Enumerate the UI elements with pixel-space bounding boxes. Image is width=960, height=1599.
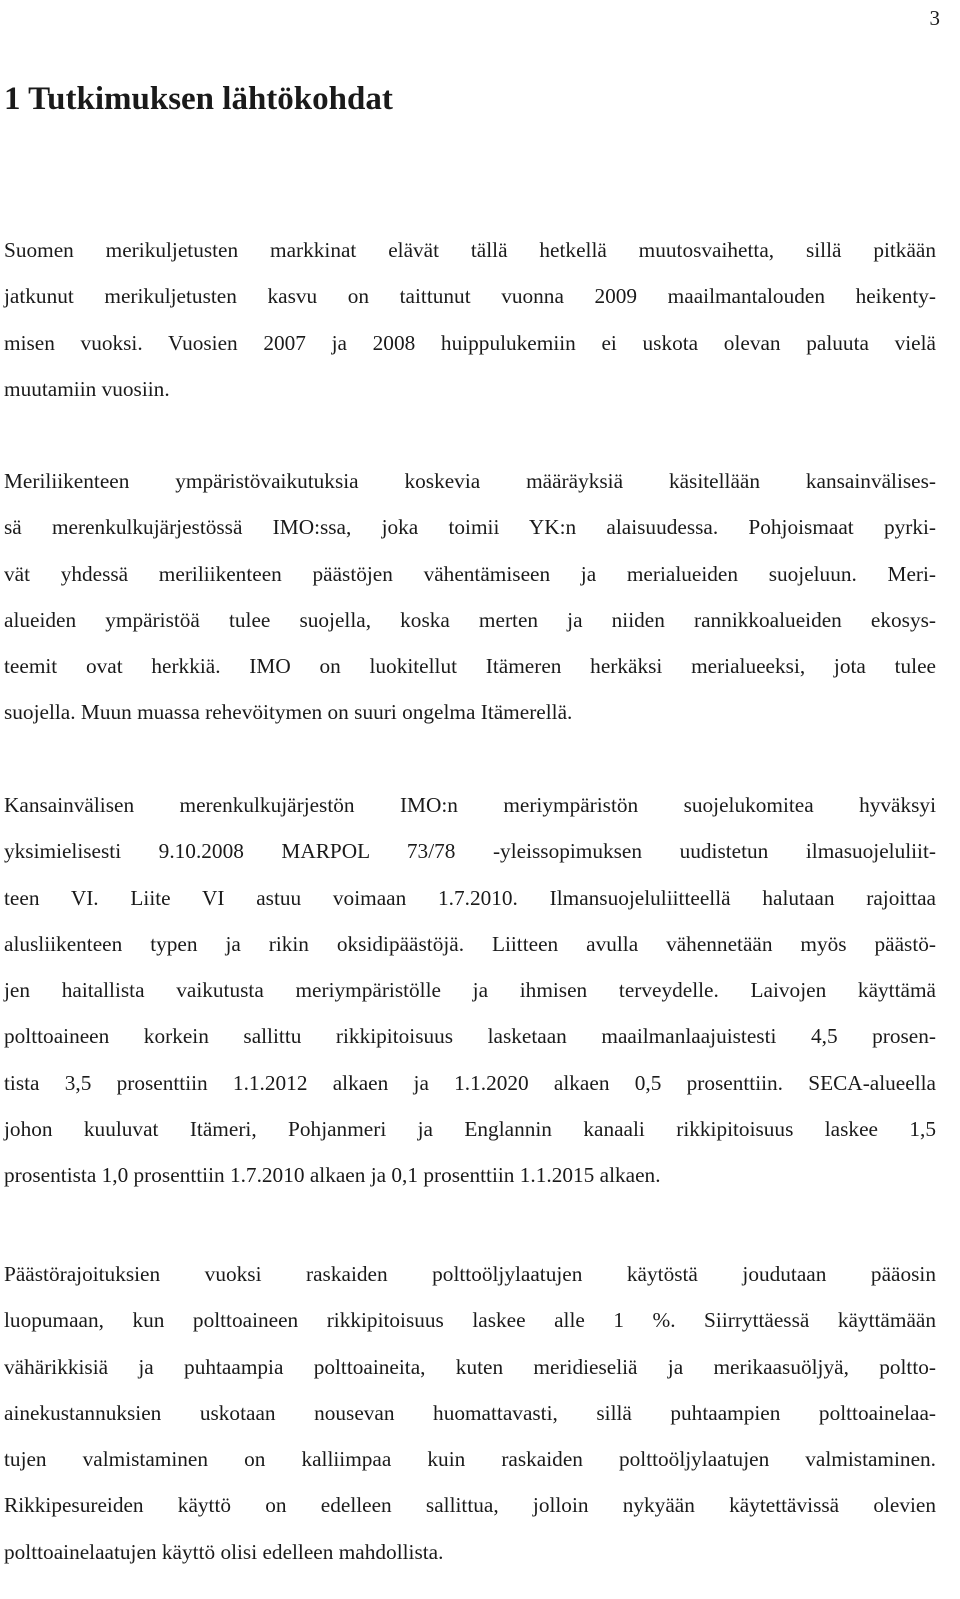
text-line: jatkunut merikuljetusten kasvu on taittunut vuonna 2009 maailmantalouden heikenty-: [4, 284, 936, 309]
text-line: Kansainvälisen merenkulkujärjestön IMO:n meriympäristön suojelukomitea hyväksyi: [4, 793, 936, 817]
text-line: Päästörajoituksien vuoksi raskaiden polttoöljylaatujen käytöstä joudutaan pääosin: [4, 1262, 936, 1286]
text-line: jen haitallista vaikutusta meriympäristölle ja ihmisen terveydelle. Laivojen käyttämä: [4, 978, 936, 1003]
text-line: misen vuoksi. Vuosien 2007 ja 2008 huippulukemiin ei uskota olevan paluuta vielä: [4, 330, 936, 355]
section-heading: 1 Tutkimuksen lähtökohdat: [4, 81, 393, 117]
text-line: vähärikkisiä ja puhtaampia polttoaineita, kuten meridieseliä ja merikaasuöljyä, poltto-: [4, 1354, 936, 1379]
text-line: vät yhdessä meriliikenteen päästöjen vähentämiseen ja merialueiden suojeluun. Meri-: [4, 561, 936, 586]
text-line: muutamiin vuosiin.: [4, 376, 170, 401]
text-line: yksimielisesti 9.10.2008 MARPOL 73/78 -yleissopimuksen uudistetun ilmasuojeluliit-: [4, 839, 936, 864]
text-line: tista 3,5 prosenttiin 1.1.2012 alkaen ja 1.1.2020 alkaen 0,5 prosenttiin. SECA-alueella: [4, 1070, 936, 1095]
page-number: 3: [929, 6, 940, 30]
text-line: polttoaineen korkein sallittu rikkipitoisuus lasketaan maailmanlaajuistesti 4,5 prosen-: [4, 1024, 936, 1049]
text-line: suojella. Muun muassa rehevöitymen on suuri ongelma Itämerellä.: [4, 700, 573, 725]
text-line: teemit ovat herkkiä. IMO on luokitellut Itämeren herkäksi merialueeksi, jota tulee: [4, 654, 936, 679]
text-line: ainekustannuksien uskotaan nousevan huomattavasti, sillä puhtaampien polttoainelaa-: [4, 1400, 936, 1425]
paragraph-fuel-costs: [4, 1251, 936, 1575]
text-line: sä merenkulkujärjestössä IMO:ssa, joka toimii YK:n alaisuudessa. Pohjoismaat pyrki-: [4, 515, 936, 540]
text-line: Suomen merikuljetusten markkinat elävät tällä hetkellä muutosvaihetta, sillä pitkään: [4, 238, 936, 262]
paragraph-imo-regulations: [4, 458, 936, 736]
text-line: alusliikenteen typen ja rikin oksidipäästöjä. Liitteen avulla vähennetään myös päästö-: [4, 931, 936, 956]
paragraph-market-outlook: [4, 227, 936, 412]
paragraph-marpol-annex: [4, 782, 936, 1199]
text-line: luopumaan, kun polttoaineen rikkipitoisuus laskee alle 1 %. Siirryttäessä käyttämään: [4, 1308, 936, 1333]
text-line: Meriliikenteen ympäristövaikutuksia koskevia määräyksiä käsitellään kansainvälises-: [4, 469, 936, 493]
text-line: teen VI. Liite VI astuu voimaan 1.7.2010. Ilmansuojeluliitteellä halutaan rajoittaa: [4, 885, 936, 910]
text-line: tujen valmistaminen on kalliimpaa kuin raskaiden polttoöljylaatujen valmistaminen.: [4, 1447, 936, 1472]
text-line: johon kuuluvat Itämeri, Pohjanmeri ja Englannin kanaali rikkipitoisuus laskee 1,5: [4, 1117, 936, 1142]
text-line: Rikkipesureiden käyttö on edelleen sallittua, jolloin nykyään käytettävissä olevien: [4, 1493, 936, 1518]
text-line: prosentista 1,0 prosenttiin 1.7.2010 alkaen ja 0,1 prosenttiin 1.1.2015 alkaen.: [4, 1163, 661, 1188]
text-line: alueiden ympäristöä tulee suojella, koska merten ja niiden rannikkoalueiden ekosys-: [4, 607, 936, 632]
text-line: polttoainelaatujen käyttö olisi edelleen mahdollista.: [4, 1539, 444, 1564]
